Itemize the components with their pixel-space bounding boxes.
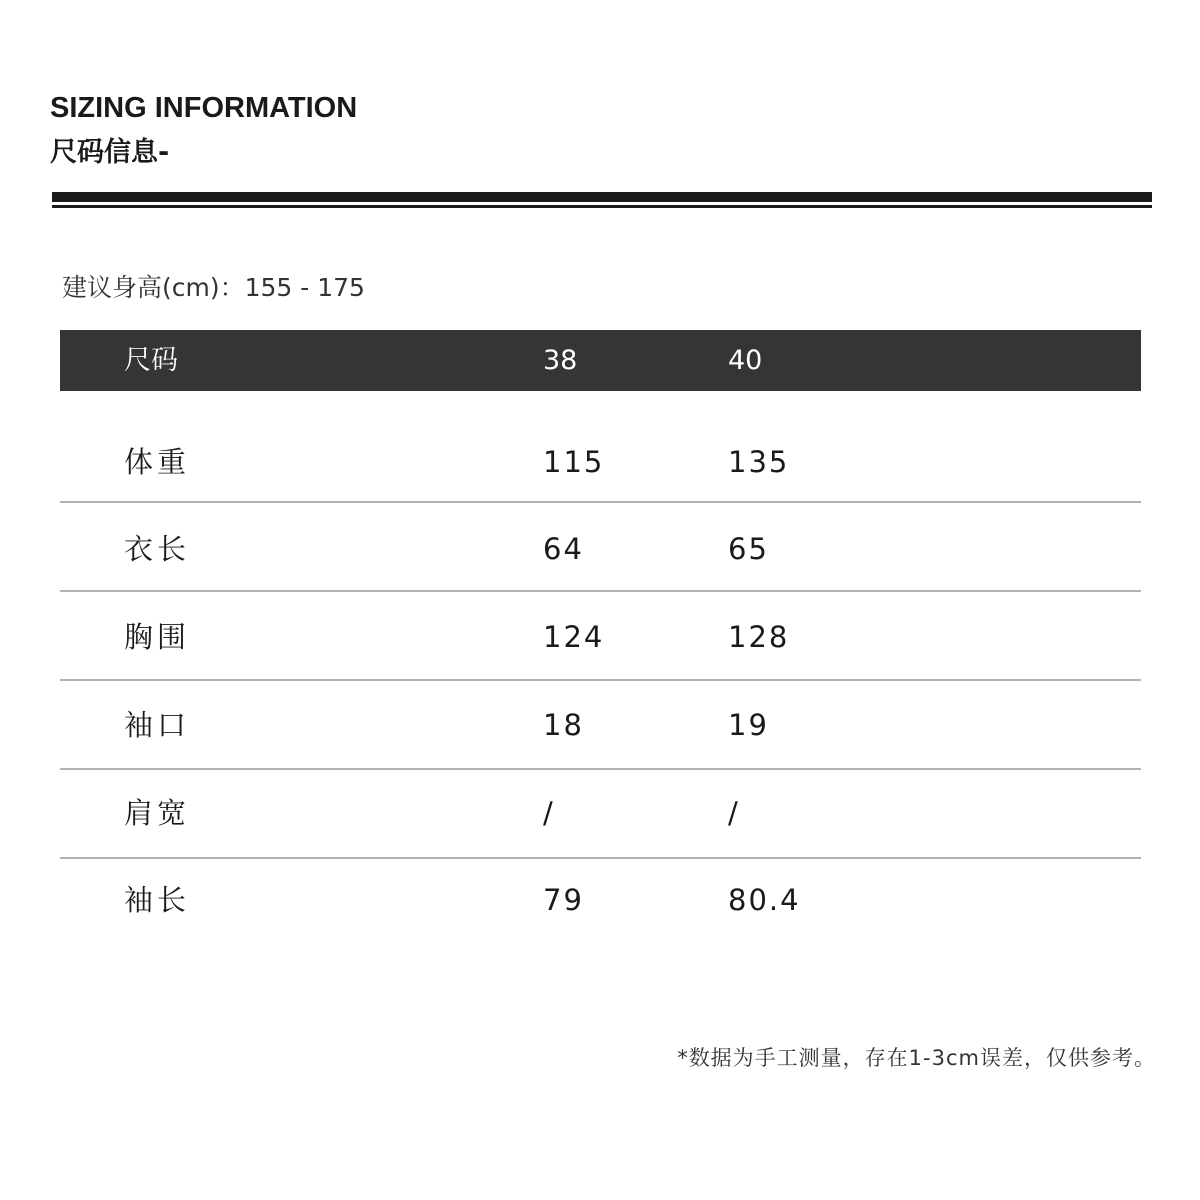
- divider-thick: [52, 192, 1152, 202]
- page-title-en: SIZING INFORMATION: [50, 92, 358, 124]
- table-row: 体重 115 135: [60, 418, 1141, 506]
- row-label: 衣长: [124, 532, 191, 566]
- table-row: 胸围 124 128: [60, 593, 1141, 681]
- table-row: 袖长 79 80.4: [60, 856, 1141, 944]
- row-label: 胸围: [124, 620, 191, 654]
- size-table-header: 尺码 38 40: [60, 330, 1141, 391]
- table-row: 肩宽 / /: [60, 769, 1141, 857]
- divider-thin: [52, 205, 1152, 208]
- row-separator: [60, 501, 1141, 503]
- row-label: 袖口: [124, 708, 191, 742]
- row-separator: [60, 590, 1141, 592]
- header-size-label: 尺码: [124, 345, 178, 376]
- row-label: 袖长: [124, 883, 191, 917]
- row-label: 肩宽: [124, 796, 191, 830]
- measurement-footnote: *数据为手工测量，存在1-3cm误差，仅供参考。: [677, 1046, 1156, 1070]
- row-label: 体重: [124, 445, 191, 479]
- recommended-height: 建议身高(cm)：155 - 175: [62, 273, 365, 302]
- table-row: 衣长 64 65: [60, 505, 1141, 593]
- page-title-cn: 尺码信息-: [50, 137, 170, 168]
- table-row: 袖口 18 19: [60, 681, 1141, 769]
